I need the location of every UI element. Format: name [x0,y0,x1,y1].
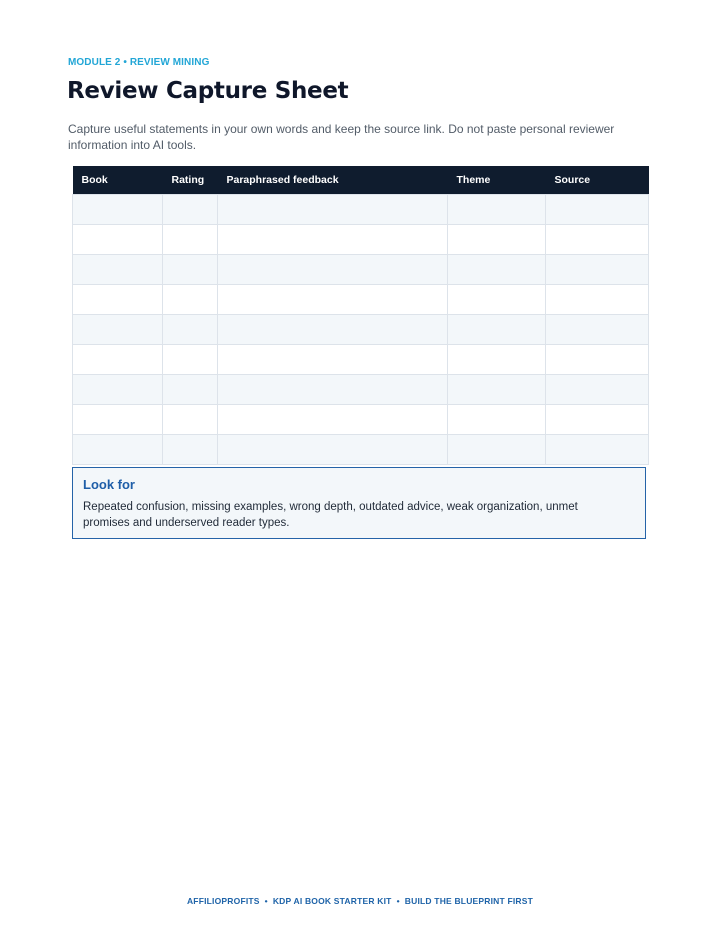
column-header-rating: Rating [163,166,218,195]
table-cell-rating[interactable] [163,405,218,435]
table-cell-feedback[interactable] [218,285,448,315]
table-cell-theme[interactable] [448,405,546,435]
table-cell-book[interactable] [73,405,163,435]
table-row [73,345,649,375]
table-cell-book[interactable] [73,255,163,285]
table-cell-book[interactable] [73,225,163,255]
table-cell-book[interactable] [73,195,163,225]
footer-brand: AFFILIOPROFITS [186,896,260,906]
table-cell-theme[interactable] [448,375,546,405]
table-cell-source[interactable] [546,195,649,225]
table-cell-feedback[interactable] [218,315,448,345]
callout-title: Look for [83,477,135,492]
table-cell-rating[interactable] [163,225,218,255]
table-row [73,285,649,315]
table-cell-rating[interactable] [163,435,218,465]
table-header-row [73,166,649,195]
table-cell-book[interactable] [73,315,163,345]
table-cell-theme[interactable] [448,435,546,465]
footer-tagline: BUILD THE BLUEPRINT FIRST [404,896,534,906]
table-cell-feedback[interactable] [218,405,448,435]
table-cell-rating[interactable] [163,195,218,225]
column-header-book: Book [73,166,163,195]
footer [0,896,720,906]
callout-body: Repeated confusion, missing examples, wrong depth, outdated advice, weak organization, unmet promises and underserved reader types. [83,501,578,529]
table-cell-feedback[interactable] [218,375,448,405]
table-cell-book[interactable] [73,345,163,375]
table-cell-book[interactable] [73,285,163,315]
table-cell-source[interactable] [546,405,649,435]
footer-separator: • [264,896,268,906]
footer-product: KDP AI BOOK STARTER KIT [272,896,392,906]
table-row [73,225,649,255]
look-for-callout [72,467,646,539]
table-cell-source[interactable] [546,225,649,255]
table-cell-book[interactable] [73,435,163,465]
table-cell-theme[interactable] [448,285,546,315]
table-row [73,375,649,405]
table-cell-rating[interactable] [163,375,218,405]
table-row [73,195,649,225]
review-capture-table [72,166,649,465]
table-cell-theme[interactable] [448,315,546,345]
table-cell-rating[interactable] [163,345,218,375]
column-header-theme: Theme [448,166,546,195]
page-title: Review Capture Sheet [67,78,349,104]
table-cell-feedback[interactable] [218,345,448,375]
table-body [73,195,649,465]
table-cell-rating[interactable] [163,285,218,315]
table-cell-theme[interactable] [448,195,546,225]
module-eyebrow: MODULE 2 • REVIEW MINING [68,57,210,68]
column-header-paraphrased-feedback: Paraphrased feedback [218,166,448,195]
table-cell-source[interactable] [546,375,649,405]
table-row [73,435,649,465]
table-cell-source[interactable] [546,315,649,345]
table-cell-source[interactable] [546,255,649,285]
table-cell-feedback[interactable] [218,195,448,225]
intro-text: Capture useful statements in your own words and keep the source link. Do not paste personal reviewer information into AI tools. [68,122,615,152]
table-cell-rating[interactable] [163,315,218,345]
table-cell-theme[interactable] [448,255,546,285]
table-cell-feedback[interactable] [218,225,448,255]
table-row [73,405,649,435]
table-cell-source[interactable] [546,345,649,375]
table-cell-theme[interactable] [448,345,546,375]
table-cell-theme[interactable] [448,225,546,255]
table-cell-rating[interactable] [163,255,218,285]
table-cell-book[interactable] [73,375,163,405]
table-cell-source[interactable] [546,435,649,465]
footer-separator: • [396,896,400,906]
table-cell-source[interactable] [546,285,649,315]
table-row [73,255,649,285]
table-cell-feedback[interactable] [218,435,448,465]
table-cell-feedback[interactable] [218,255,448,285]
table-row [73,315,649,345]
column-header-source: Source [546,166,649,195]
